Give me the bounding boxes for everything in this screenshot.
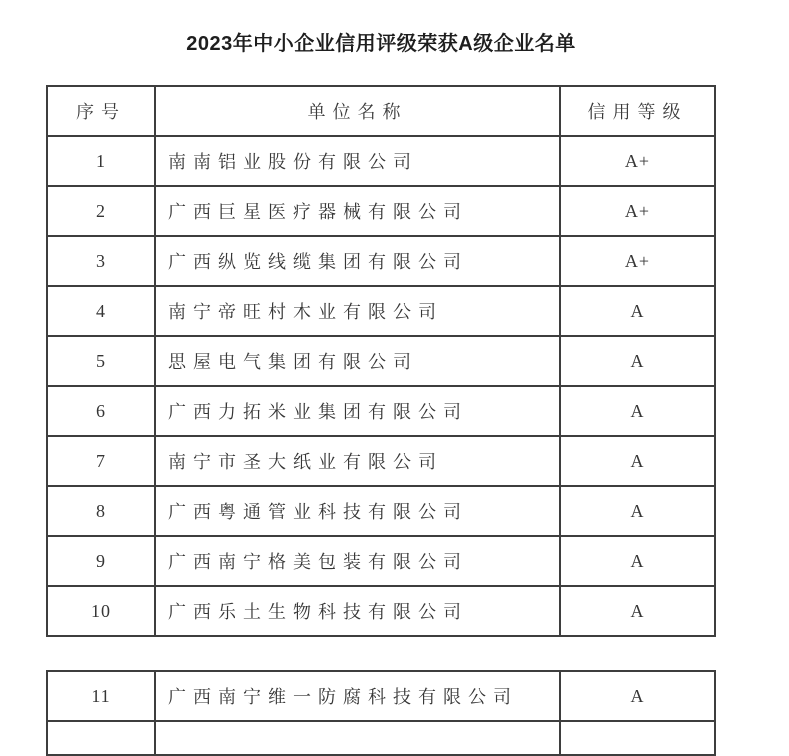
row-number: 10 xyxy=(91,600,111,621)
credit-grade: A xyxy=(630,550,645,571)
credit-grade: A xyxy=(630,500,645,521)
company-name: 广西粤通管业科技有限公司 xyxy=(154,487,561,535)
credit-rating-table-continued xyxy=(46,670,716,756)
company-name: 广西力拓米业集团有限公司 xyxy=(154,387,561,435)
row-number: 11 xyxy=(91,685,111,706)
table-row-partial xyxy=(48,720,714,754)
row-number: 2 xyxy=(96,200,106,221)
page-title: 2023年中小企业信用评级荣获A级企业名单 xyxy=(186,33,576,55)
header-serial-number: 序号 xyxy=(76,102,126,122)
company-name: 南宁市圣大纸业有限公司 xyxy=(154,437,561,485)
table-row xyxy=(48,485,714,535)
table-row xyxy=(48,235,714,285)
company-name: 广西南宁维一防腐科技有限公司 xyxy=(154,672,561,720)
table-row xyxy=(48,335,714,385)
credit-grade: A+ xyxy=(624,150,651,171)
credit-grade: A xyxy=(630,600,645,621)
row-number xyxy=(48,722,154,754)
table-row xyxy=(48,135,714,185)
credit-grade: A xyxy=(630,300,645,321)
row-number: 5 xyxy=(96,350,106,371)
credit-grade xyxy=(561,722,714,754)
table-row xyxy=(48,435,714,485)
table-row xyxy=(48,385,714,435)
table-row xyxy=(48,285,714,335)
credit-grade: A xyxy=(630,685,645,706)
row-number: 1 xyxy=(96,150,106,171)
table-header-row xyxy=(48,87,714,135)
row-number: 6 xyxy=(96,400,106,421)
company-name: 广西巨星医疗器械有限公司 xyxy=(154,187,561,235)
company-name: 南宁帝旺村木业有限公司 xyxy=(154,287,561,335)
company-name: 南南铝业股份有限公司 xyxy=(154,137,561,185)
table-row xyxy=(48,672,714,720)
row-number: 9 xyxy=(96,550,106,571)
table-row xyxy=(48,585,714,635)
company-name: 广西乐土生物科技有限公司 xyxy=(154,587,561,635)
row-number: 8 xyxy=(96,500,106,521)
credit-grade: A xyxy=(630,350,645,371)
header-company-name: 单位名称 xyxy=(154,87,561,135)
credit-grade: A+ xyxy=(624,250,651,271)
credit-grade: A xyxy=(630,400,645,421)
credit-rating-table xyxy=(46,85,716,637)
company-name: 广西纵览线缆集团有限公司 xyxy=(154,237,561,285)
company-name: 广西南宁格美包装有限公司 xyxy=(154,537,561,585)
credit-grade: A+ xyxy=(624,200,651,221)
header-credit-grade: 信用等级 xyxy=(587,102,688,122)
row-number: 7 xyxy=(96,450,106,471)
row-number: 3 xyxy=(96,250,106,271)
company-name: 思屋电气集团有限公司 xyxy=(154,337,561,385)
table-row xyxy=(48,185,714,235)
credit-grade: A xyxy=(630,450,645,471)
table-row xyxy=(48,535,714,585)
row-number: 4 xyxy=(96,300,106,321)
company-name xyxy=(154,722,561,754)
